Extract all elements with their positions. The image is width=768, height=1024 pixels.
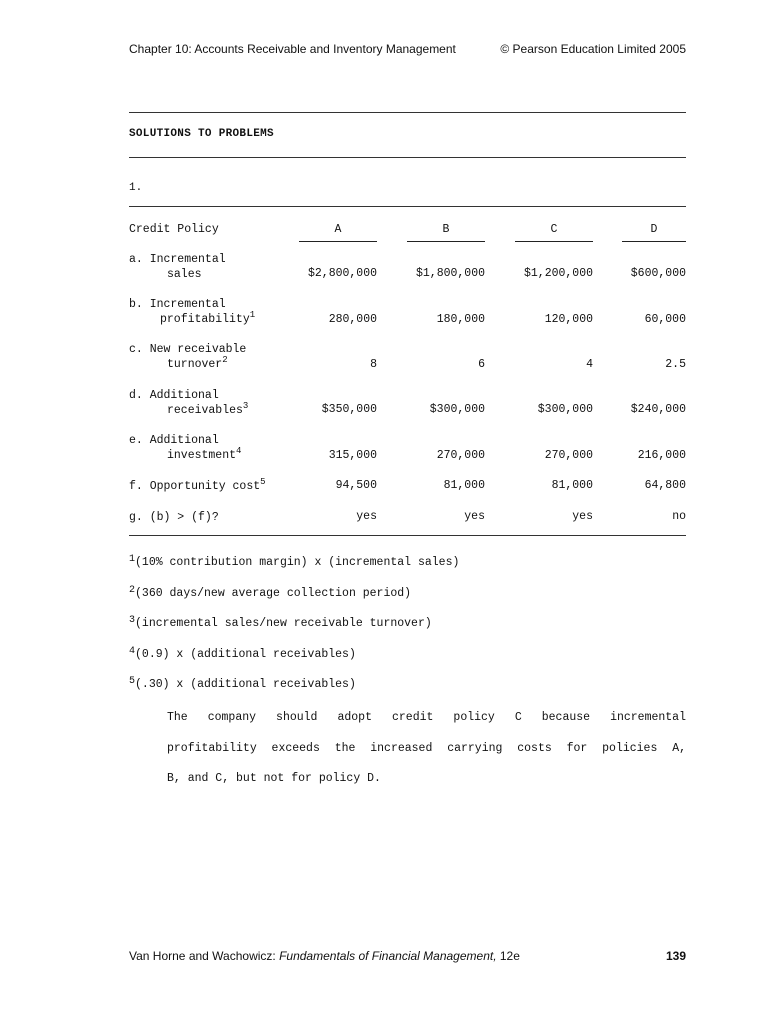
table-cell: 2.5 (665, 358, 686, 371)
table-cell: no (672, 510, 686, 523)
divider-top (129, 112, 686, 113)
table-cell: 8 (370, 358, 377, 371)
running-footer-citation: Van Horne and Wachowicz: Fundamentals of Financial Management, 12e (129, 949, 520, 963)
footnote-ref: 3 (242, 401, 249, 411)
divider-under-title (129, 157, 686, 158)
section-title: SOLUTIONS TO PROBLEMS (129, 128, 274, 140)
column-header-a: A (299, 223, 377, 242)
footnote: $^1$(10% contribution margin) x (incremental sales) (129, 554, 460, 569)
table-cell: 315,000 (328, 449, 377, 462)
footnote: $^3$(incremental sales/new receivable turnover) (129, 615, 432, 630)
table-row-label: d. Additional receivables$^3$ (129, 389, 249, 417)
table-header-label: Credit Policy (129, 223, 219, 236)
running-header-chapter: Chapter 10: Accounts Receivable and Inventory Management (129, 42, 456, 56)
table-cell: yes (572, 510, 593, 523)
table-cell: yes (356, 510, 377, 523)
table-cell: $1,800,000 (415, 267, 485, 280)
table-cell: $1,200,000 (523, 267, 593, 280)
table-cell: 64,800 (644, 479, 686, 492)
table-cell: $2,800,000 (307, 267, 377, 280)
problem-number: 1. (129, 182, 143, 194)
footnote-ref: 4 (236, 446, 242, 456)
table-cell: yes (464, 510, 485, 523)
column-header-b: B (407, 223, 485, 242)
footnote: $^2$(360 days/new average collection period) (129, 585, 412, 600)
column-header-c: C (515, 223, 593, 242)
footnote: $^5$(.30) x (additional receivables) (129, 676, 356, 691)
running-header-copyright: © Pearson Education Limited 2005 (500, 42, 686, 56)
table-row-label: g. (b) > (f)? (129, 511, 219, 524)
table-cell: 81,000 (443, 479, 485, 492)
footnote-ref: 5 (260, 477, 266, 487)
table-cell: $300,000 (429, 403, 485, 416)
divider-below-table (129, 535, 686, 536)
table-cell: 270,000 (544, 449, 593, 462)
table-row-label: f. Opportunity cost$^5$ (129, 477, 266, 493)
footnote: $^4$(0.9) x (additional receivables) (129, 646, 356, 661)
table-cell: 216,000 (637, 449, 686, 462)
table-cell: 6 (478, 358, 485, 371)
table-cell: $240,000 (630, 403, 686, 416)
table-cell: 94,500 (335, 479, 377, 492)
table-cell: 180,000 (436, 313, 485, 326)
table-cell: 120,000 (544, 313, 593, 326)
table-row-label: a. Incremental sales (129, 253, 226, 281)
table-cell: 60,000 (644, 313, 686, 326)
page-number: 139 (665, 949, 686, 963)
book-title: Fundamentals of Financial Management, (279, 949, 497, 963)
table-cell: 270,000 (436, 449, 485, 462)
table-cell: 81,000 (551, 479, 593, 492)
table-cell: 280,000 (328, 313, 377, 326)
table-row-label: e. Additional investment$^4$ (129, 434, 242, 462)
footnote-ref: 1 (249, 310, 256, 320)
column-header-d: D (622, 223, 686, 242)
conclusion-paragraph: The company should adopt credit policy C because incremental profitability exceeds the increased carrying costs for policies A, B, and C, but not for policy D. (167, 711, 686, 785)
table-cell: $350,000 (321, 403, 377, 416)
table-row-label: c. New receivable turnover$^2$ (129, 343, 247, 371)
table-row-label: b. Incremental profitability$^1$ (129, 298, 256, 326)
table-cell: 4 (586, 358, 593, 371)
table-cell: $300,000 (537, 403, 593, 416)
footnote-ref: 2 (222, 355, 228, 365)
divider-above-table (129, 206, 686, 207)
table-cell: $600,000 (630, 267, 686, 280)
